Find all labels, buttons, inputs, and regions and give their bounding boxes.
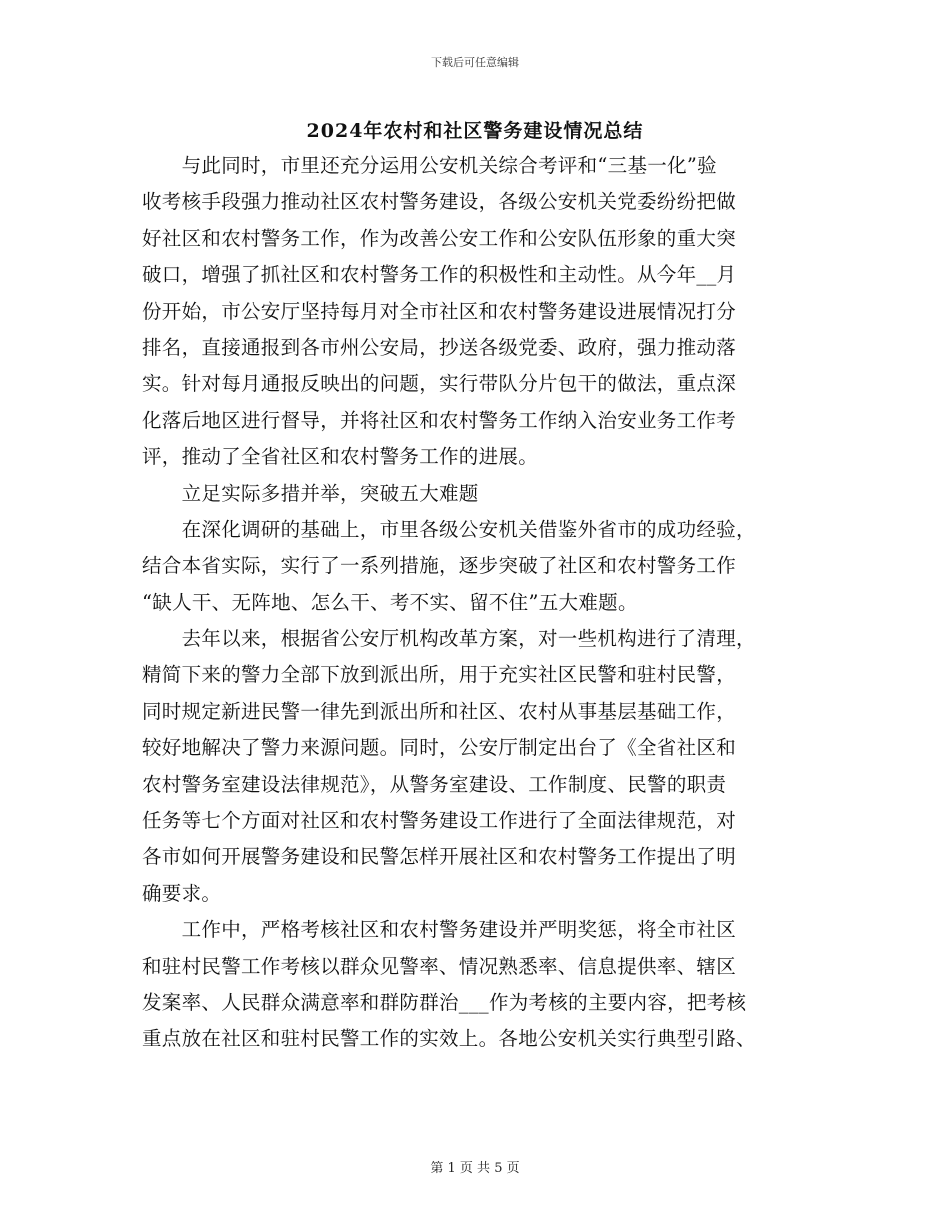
body-text bbox=[142, 148, 810, 1058]
text-line: 任务等七个方面对社区和农村警务建设工作进行了全面法律规范，对 bbox=[142, 809, 737, 833]
text-line: 去年以来，根据省公安厅机构改革方案，对一些机构进行了清理， bbox=[142, 627, 756, 651]
text-line: 份开始，市公安厅坚持每月对全市社区和农村警务建设进展情况打分 bbox=[142, 299, 737, 323]
page-footer: 第 1 页 共 5 页 bbox=[430, 1161, 520, 1176]
text-line: 好社区和农村警务工作，作为改善公安工作和公安队伍形象的重大突 bbox=[142, 226, 737, 250]
text-line: 与此同时，市里还充分运用公安机关综合考评和“三基一化”验 bbox=[142, 154, 717, 177]
document-title: 2024年农村和社区警务建设情况总结 bbox=[306, 120, 644, 142]
text-line: 各市如何开展警务建设和民警怎样开展社区和农村警务工作提出了明 bbox=[142, 845, 737, 869]
text-line: 实。针对每月通报反映出的问题，实行带队分片包干的做法，重点深 bbox=[142, 372, 737, 396]
text-line: 重点放在社区和驻村民警工作的实效上。各地公安机关实行典型引路、 bbox=[142, 1027, 756, 1051]
text-line: 工作中，严格考核社区和农村警务建设并严明奖惩，将全市社区 bbox=[142, 918, 737, 942]
text-line: 精简下来的警力全部下放到派出所，用于充实社区民警和驻村民警， bbox=[142, 663, 737, 687]
text-line: 排名，直接通报到各市州公安局，抄送各级党委、政府，强力推动落 bbox=[142, 335, 737, 359]
text-line: 评，推动了全省社区和农村警务工作的进展。 bbox=[142, 445, 539, 469]
text-line: 确要求。 bbox=[142, 881, 222, 905]
header-note: 下载后可任意编辑 bbox=[431, 56, 519, 69]
text-line: 农村警务室建设法律规范》，从警务室建设、工作制度、民警的职责 bbox=[142, 772, 727, 796]
text-line: “缺人干、无阵地、怎么干、考不实、留不住”五大难题。 bbox=[142, 590, 638, 614]
text-line: 收考核手段强力推动社区农村警务建设，各级公安机关党委纷纷把做 bbox=[142, 190, 737, 214]
text-line: 和驻村民警工作考核以群众见警率、情况熟悉率、信息提供率、辖区 bbox=[142, 954, 737, 978]
text-line: 同时规定新进民警一律先到派出所和社区、农村从事基层基础工作， bbox=[142, 699, 737, 723]
text-line: 在深化调研的基础上，市里各级公安机关借鉴外省市的成功经验， bbox=[142, 517, 756, 541]
text-line: 结合本省实际，实行了一系列措施，逐步突破了社区和农村警务工作 bbox=[142, 554, 737, 578]
text-line: 较好地解决了警力来源问题。同时，公安厅制定出台了《全省社区和 bbox=[142, 736, 737, 760]
text-line: 发案率、人民群众满意率和群防群治___作为考核的主要内容，把考核 bbox=[142, 990, 747, 1014]
text-line: 破口，增强了抓社区和农村警务工作的积极性和主动性。从今年__月 bbox=[142, 263, 737, 287]
text-line: 化落后地区进行督导，并将社区和农村警务工作纳入治安业务工作考 bbox=[142, 408, 737, 432]
section-heading: 立足实际多措并举，突破五大难题 bbox=[142, 481, 479, 505]
